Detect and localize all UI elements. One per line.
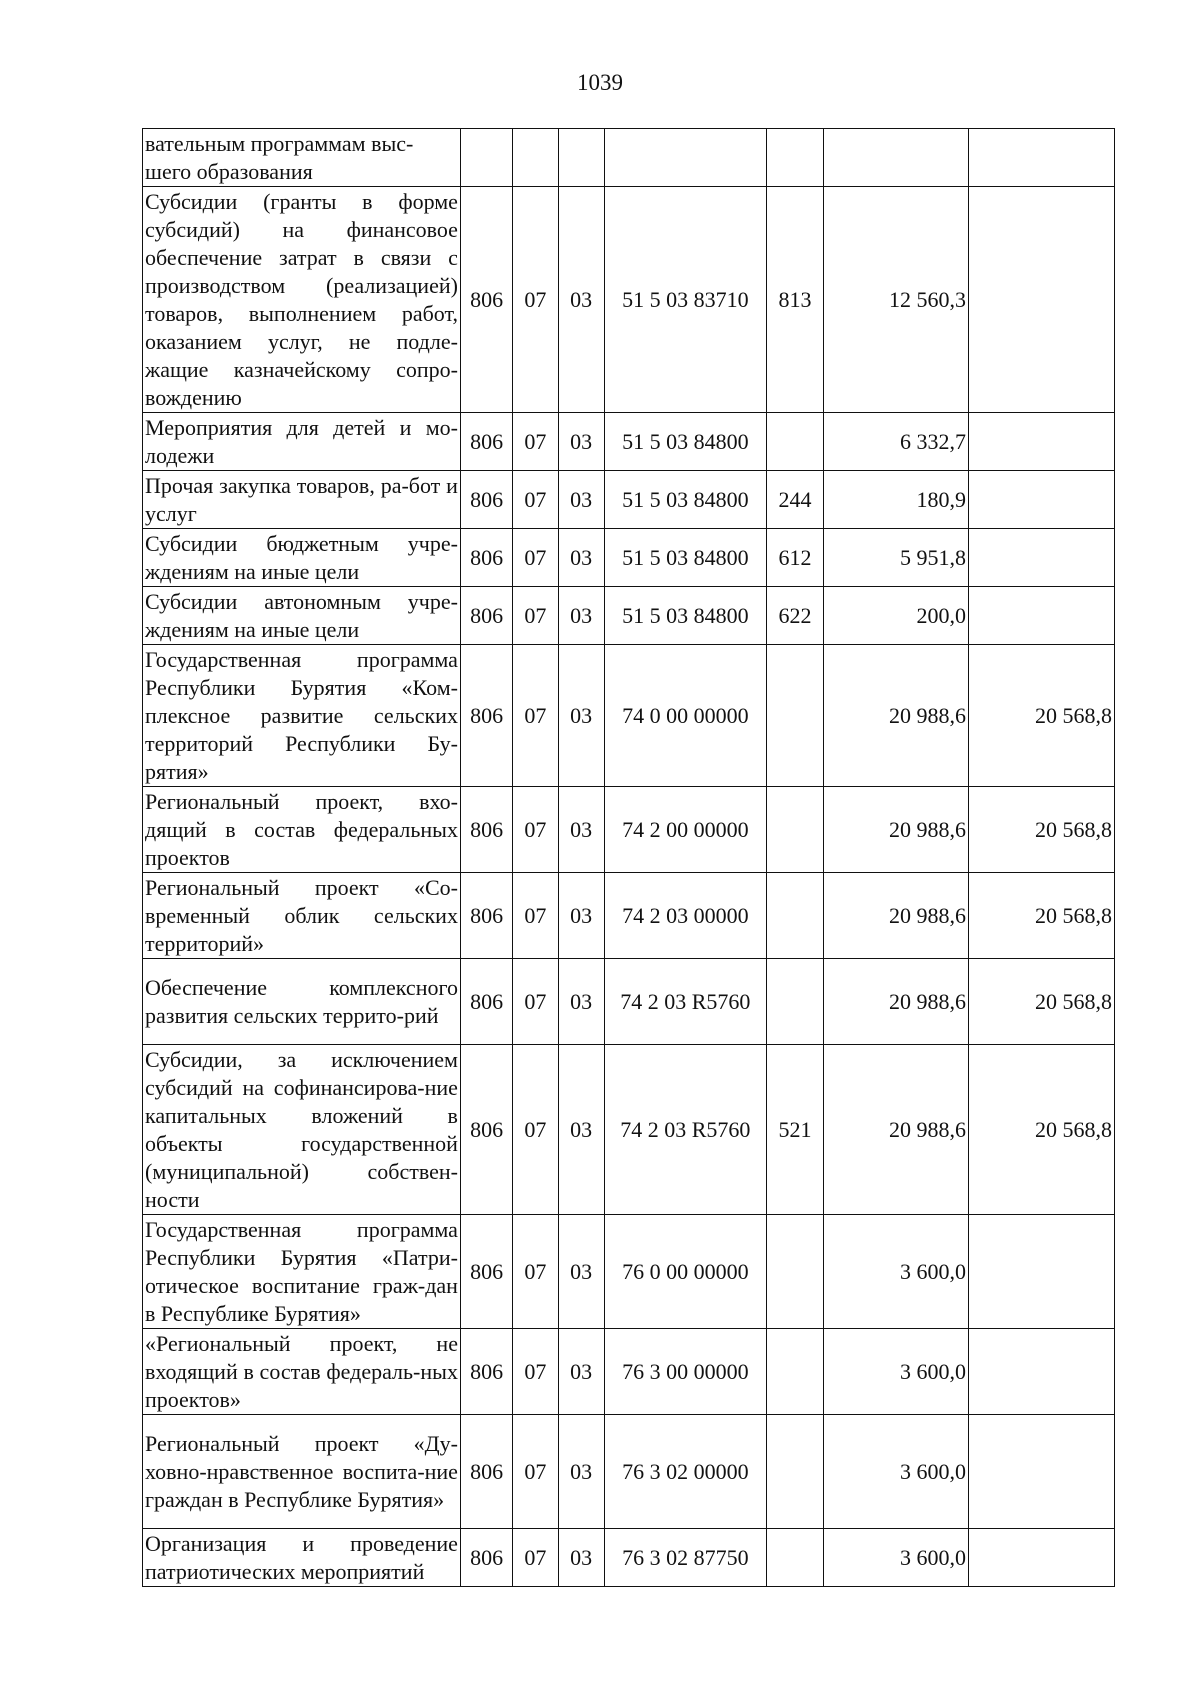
section-code-cell: 07 <box>513 471 558 529</box>
expense-type-cell <box>766 1329 823 1415</box>
grbs-code-cell: 806 <box>460 873 512 959</box>
subsection-code-cell: 03 <box>558 1529 604 1587</box>
page-number: 1039 <box>577 70 623 95</box>
grbs-code-cell: 806 <box>460 1415 512 1529</box>
table-row <box>143 1529 1115 1587</box>
expense-name-cell: Государственная программа Республики Бурятия «Патри-отическое воспитание граж-дан в Республике Бурятия» <box>143 1215 461 1329</box>
target-article-cell: 76 3 02 87750 <box>604 1529 766 1587</box>
grbs-code-cell: 806 <box>460 1215 512 1329</box>
table-row <box>143 1215 1115 1329</box>
subsection-code-cell: 03 <box>558 1415 604 1529</box>
expense-name-cell: Мероприятия для детей и мо-лодежи <box>143 413 461 471</box>
table-row <box>143 959 1115 1045</box>
section-code-cell: 07 <box>513 873 558 959</box>
subsection-code-cell: 03 <box>558 1329 604 1415</box>
target-article-cell: 51 5 03 83710 <box>604 187 766 413</box>
table-row <box>143 1045 1115 1215</box>
section-code-cell: 07 <box>513 413 558 471</box>
target-article-cell: 76 0 00 00000 <box>604 1215 766 1329</box>
table-row <box>143 471 1115 529</box>
table-row <box>143 129 1115 187</box>
expense-name-cell: Региональный проект «Ду-ховно-нравственное воспита-ние граждан в Республике Бурятия» <box>143 1415 461 1529</box>
amount-federal-cell <box>969 1215 1115 1329</box>
amount-federal-cell <box>969 471 1115 529</box>
grbs-code-cell: 806 <box>460 645 512 787</box>
amount-federal-cell <box>969 1415 1115 1529</box>
expense-type-cell <box>766 645 823 787</box>
section-code-cell: 07 <box>513 587 558 645</box>
amount-federal-cell: 20 568,8 <box>969 959 1115 1045</box>
table-row <box>143 873 1115 959</box>
subsection-code-cell: 03 <box>558 529 604 587</box>
grbs-code-cell: 806 <box>460 959 512 1045</box>
expense-name-cell: Субсидии, за исключением субсидий на софинансирова-ние капитальных вложений в объекты государственной (муниципальной) собствен-ности <box>143 1045 461 1215</box>
subsection-code-cell: 03 <box>558 873 604 959</box>
amount-cell: 3 600,0 <box>824 1529 969 1587</box>
expense-type-cell <box>766 413 823 471</box>
table-row <box>143 587 1115 645</box>
subsection-code-cell: 03 <box>558 187 604 413</box>
subsection-code-cell: 03 <box>558 1045 604 1215</box>
expense-type-cell <box>766 129 823 187</box>
grbs-code-cell: 806 <box>460 187 512 413</box>
subsection-code-cell: 03 <box>558 413 604 471</box>
expense-name-cell: Субсидии (гранты в форме субсидий) на финансовое обеспечение затрат в связи с производством (реализацией) товаров, выполнением работ, оказанием услуг, не подле-жащие казначейскому сопро-вождению <box>143 187 461 413</box>
target-article-cell: 51 5 03 84800 <box>604 587 766 645</box>
expense-type-cell <box>766 873 823 959</box>
subsection-code-cell: 03 <box>558 645 604 787</box>
amount-federal-cell <box>969 1529 1115 1587</box>
subsection-code-cell: 03 <box>558 1215 604 1329</box>
expense-type-cell: 612 <box>766 529 823 587</box>
expense-name-cell: Организация и проведение патриотических мероприятий <box>143 1529 461 1587</box>
section-code-cell: 07 <box>513 645 558 787</box>
amount-federal-cell <box>969 1329 1115 1415</box>
expense-name-cell: Субсидии автономным учре-ждениям на иные цели <box>143 587 461 645</box>
grbs-code-cell <box>460 129 512 187</box>
subsection-code-cell: 03 <box>558 471 604 529</box>
expense-type-cell <box>766 1415 823 1529</box>
table-row <box>143 529 1115 587</box>
amount-federal-cell <box>969 413 1115 471</box>
target-article-cell: 74 2 03 00000 <box>604 873 766 959</box>
target-article-cell: 76 3 02 00000 <box>604 1415 766 1529</box>
grbs-code-cell: 806 <box>460 1329 512 1415</box>
target-article-cell: 74 0 00 00000 <box>604 645 766 787</box>
table-row <box>143 1415 1115 1529</box>
target-article-cell: 51 5 03 84800 <box>604 529 766 587</box>
expense-name-cell: Региональный проект «Со-временный облик сельских территорий» <box>143 873 461 959</box>
amount-cell: 6 332,7 <box>824 413 969 471</box>
grbs-code-cell: 806 <box>460 587 512 645</box>
expense-name-cell: «Региональный проект, не входящий в состав федераль-ных проектов» <box>143 1329 461 1415</box>
amount-federal-cell <box>969 187 1115 413</box>
table-row <box>143 413 1115 471</box>
subsection-code-cell: 03 <box>558 959 604 1045</box>
grbs-code-cell: 806 <box>460 787 512 873</box>
target-article-cell: 51 5 03 84800 <box>604 413 766 471</box>
table-body <box>143 129 1115 1587</box>
section-code-cell: 07 <box>513 787 558 873</box>
subsection-code-cell: 03 <box>558 787 604 873</box>
target-article-cell <box>604 129 766 187</box>
amount-cell: 20 988,6 <box>824 645 969 787</box>
target-article-cell: 51 5 03 84800 <box>604 471 766 529</box>
grbs-code-cell: 806 <box>460 529 512 587</box>
amount-federal-cell: 20 568,8 <box>969 1045 1115 1215</box>
grbs-code-cell: 806 <box>460 1045 512 1215</box>
amount-cell: 200,0 <box>824 587 969 645</box>
target-article-cell: 74 2 03 R5760 <box>604 959 766 1045</box>
subsection-code-cell: 03 <box>558 587 604 645</box>
amount-federal-cell: 20 568,8 <box>969 873 1115 959</box>
grbs-code-cell: 806 <box>460 413 512 471</box>
target-article-cell: 76 3 00 00000 <box>604 1329 766 1415</box>
section-code-cell: 07 <box>513 1529 558 1587</box>
target-article-cell: 74 2 00 00000 <box>604 787 766 873</box>
expense-type-cell: 244 <box>766 471 823 529</box>
subsection-code-cell <box>558 129 604 187</box>
amount-cell: 3 600,0 <box>824 1215 969 1329</box>
amount-cell: 12 560,3 <box>824 187 969 413</box>
section-code-cell <box>513 129 558 187</box>
amount-federal-cell <box>969 129 1115 187</box>
section-code-cell: 07 <box>513 187 558 413</box>
section-code-cell: 07 <box>513 1329 558 1415</box>
amount-federal-cell <box>969 587 1115 645</box>
table-row <box>143 1329 1115 1415</box>
amount-cell: 20 988,6 <box>824 787 969 873</box>
amount-cell: 3 600,0 <box>824 1329 969 1415</box>
amount-cell <box>824 129 969 187</box>
expense-name-cell: Региональный проект, вхо-дящий в состав федеральных проектов <box>143 787 461 873</box>
expense-name-cell: Обеспечение комплексного развития сельских террито-рий <box>143 959 461 1045</box>
expense-type-cell <box>766 787 823 873</box>
amount-federal-cell: 20 568,8 <box>969 645 1115 787</box>
expense-name-cell: вательным программам выс- шего образования <box>143 129 461 187</box>
table-row <box>143 187 1115 413</box>
target-article-cell: 74 2 03 R5760 <box>604 1045 766 1215</box>
amount-federal-cell <box>969 529 1115 587</box>
expense-type-cell: 521 <box>766 1045 823 1215</box>
amount-cell: 3 600,0 <box>824 1415 969 1529</box>
table-row <box>143 787 1115 873</box>
amount-cell: 20 988,6 <box>824 873 969 959</box>
section-code-cell: 07 <box>513 1415 558 1529</box>
table-row <box>143 645 1115 787</box>
amount-cell: 20 988,6 <box>824 959 969 1045</box>
grbs-code-cell: 806 <box>460 1529 512 1587</box>
expense-name-cell: Прочая закупка товаров, ра-бот и услуг <box>143 471 461 529</box>
amount-cell: 20 988,6 <box>824 1045 969 1215</box>
expense-type-cell: 622 <box>766 587 823 645</box>
section-code-cell: 07 <box>513 1045 558 1215</box>
budget-table <box>142 128 1115 1587</box>
amount-cell: 180,9 <box>824 471 969 529</box>
expense-name-cell: Государственная программа Республики Бурятия «Ком-плексное развитие сельских территорий Республики Бу-рятия» <box>143 645 461 787</box>
expense-type-cell <box>766 1215 823 1329</box>
section-code-cell: 07 <box>513 1215 558 1329</box>
grbs-code-cell: 806 <box>460 471 512 529</box>
expense-type-cell <box>766 959 823 1045</box>
expense-type-cell <box>766 1529 823 1587</box>
expense-type-cell: 813 <box>766 187 823 413</box>
amount-federal-cell: 20 568,8 <box>969 787 1115 873</box>
amount-cell: 5 951,8 <box>824 529 969 587</box>
section-code-cell: 07 <box>513 529 558 587</box>
expense-name-cell: Субсидии бюджетным учре-ждениям на иные цели <box>143 529 461 587</box>
section-code-cell: 07 <box>513 959 558 1045</box>
